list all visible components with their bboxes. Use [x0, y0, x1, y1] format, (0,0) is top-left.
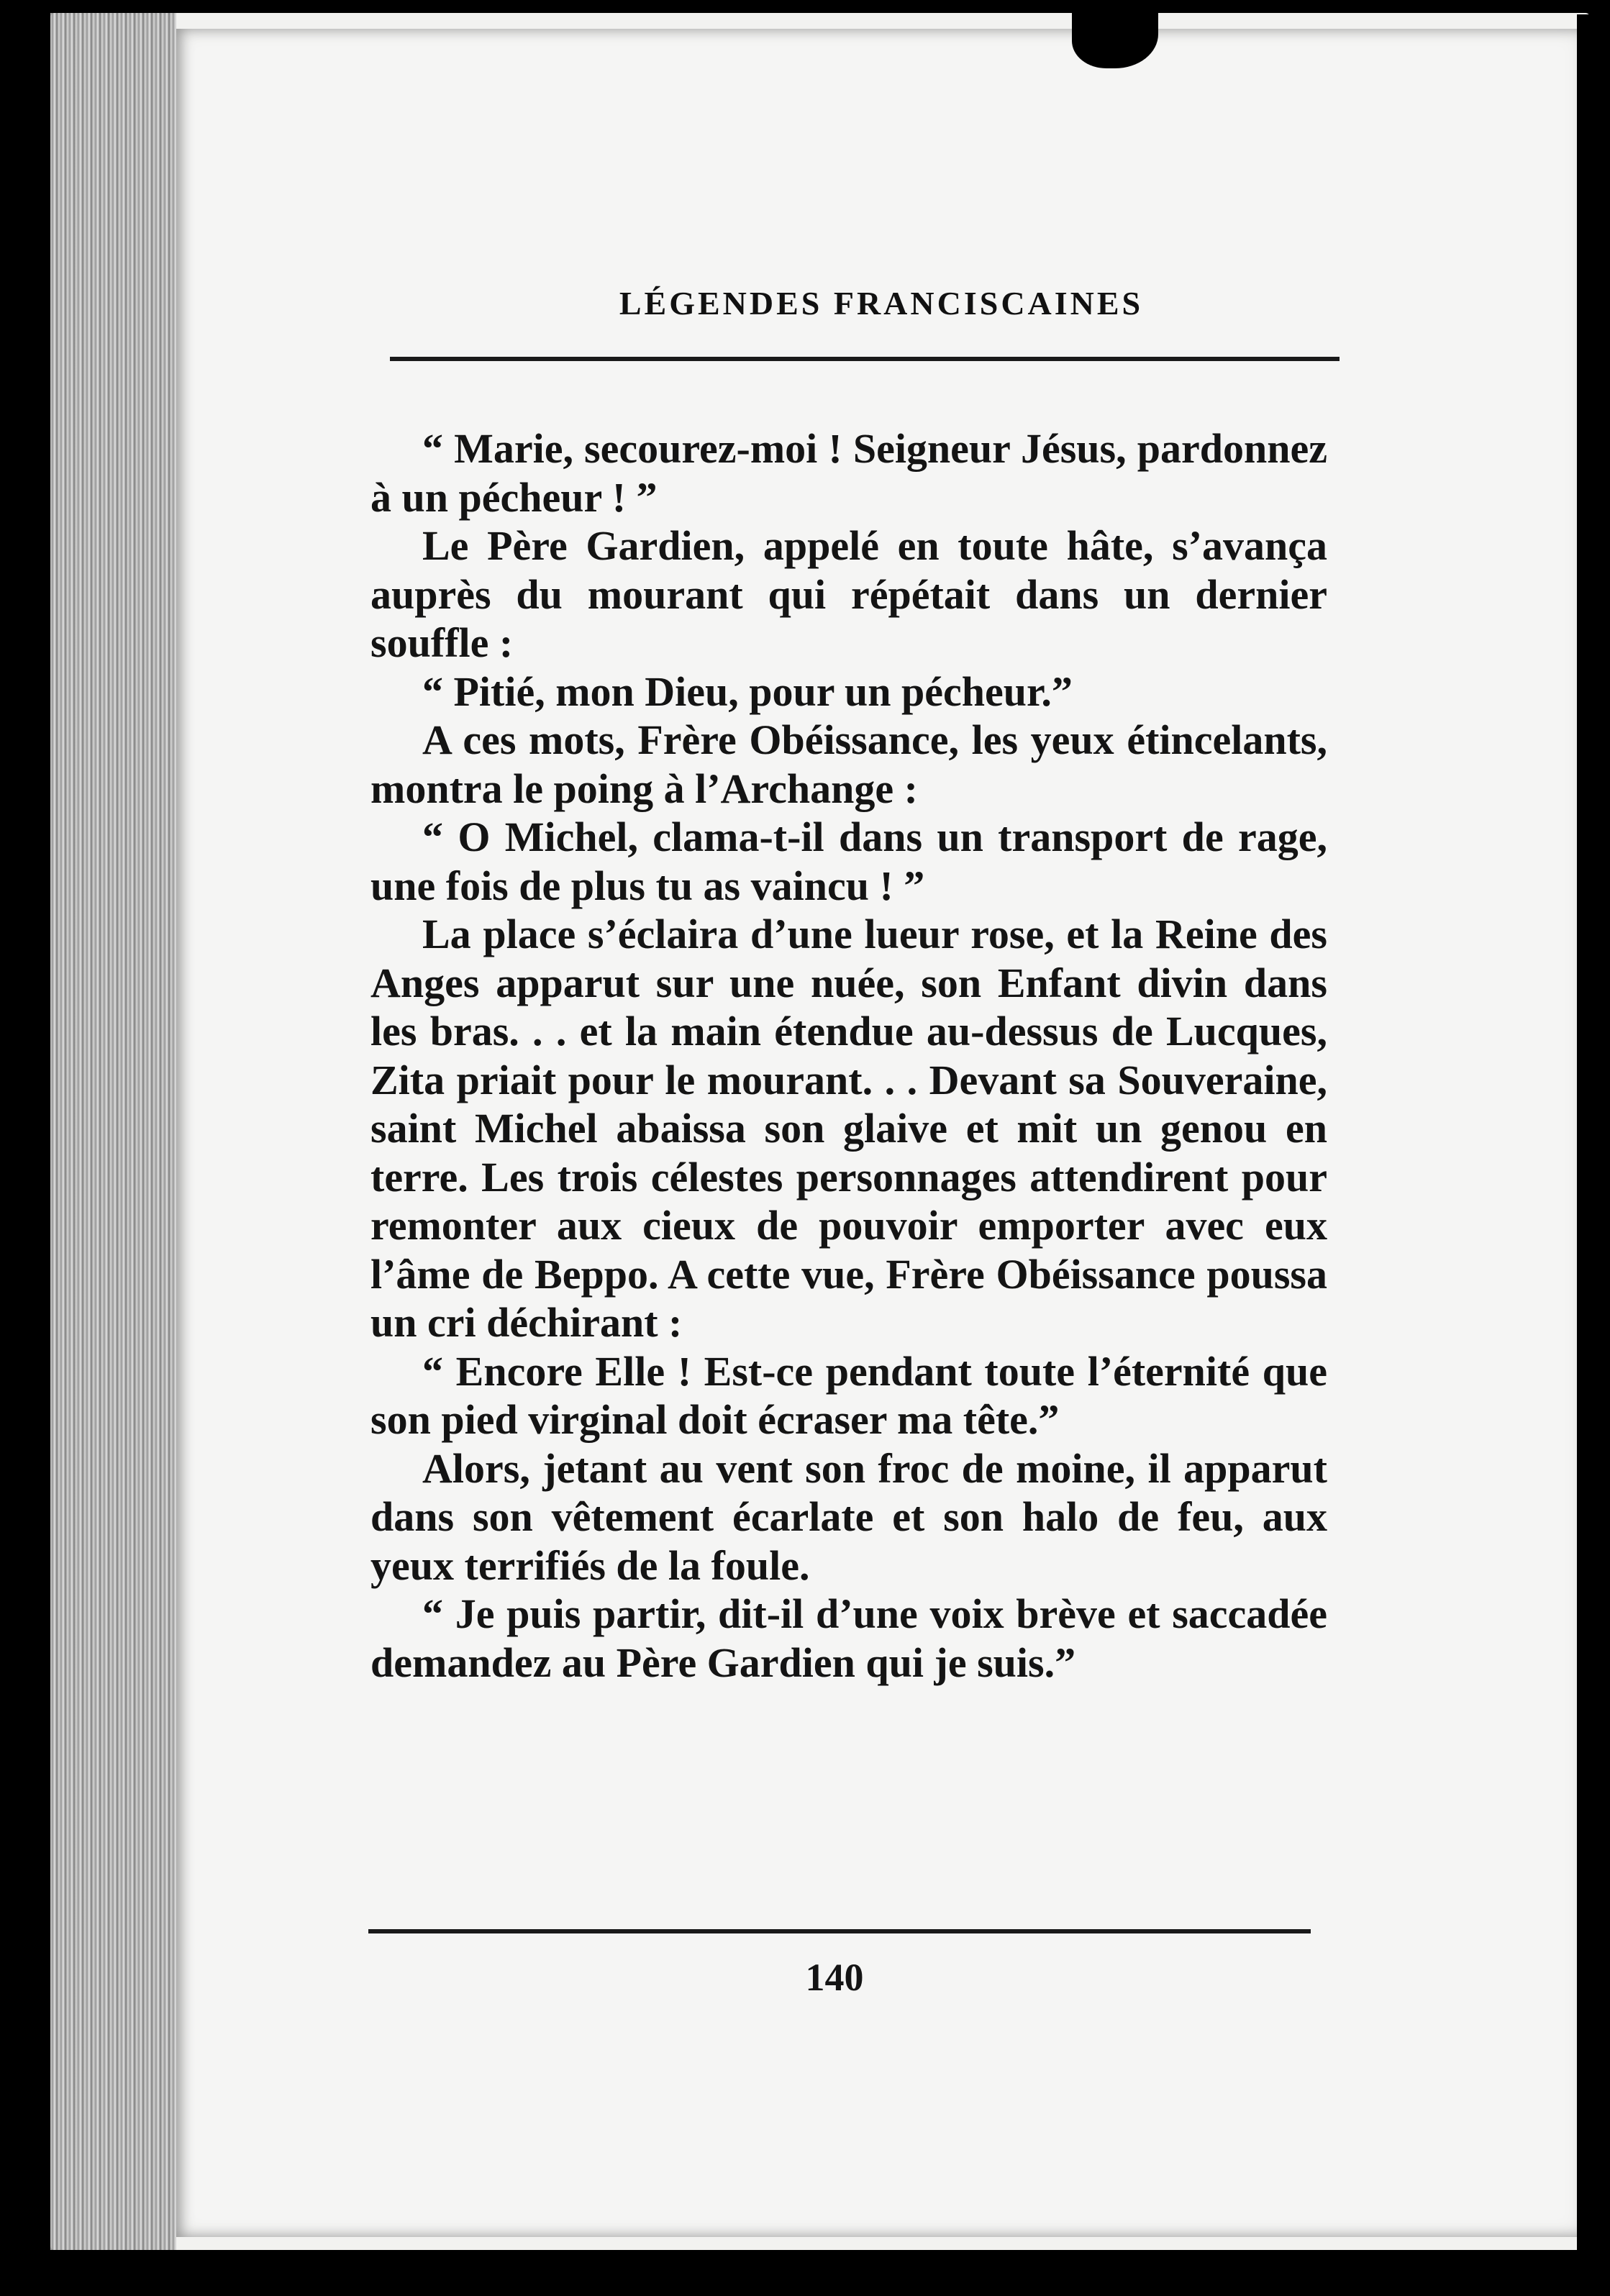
paragraph: Alors, jetant au vent son froc de moine, il apparut dans son vêtement écarlate et son halo de feu, aux yeux terrifiés de la foule.	[370, 1444, 1327, 1589]
body-text	[370, 424, 1327, 1687]
scan-border	[1577, 14, 1610, 2296]
paragraph: La place s’éclaira d’une lueur rose, et la Reine des Anges apparut sur une nuée, son Enfant divin dans les bras. . . et la main étendue au-dessus de Lucques, Zita priait pour le mourant. . . Devant sa Souveraine, saint Michel abaissa son glaive et mit un genou en terre. Les trois célestes personnages attendirent pour remonter aux cieux de pouvoir emporter avec eux l’âme de Beppo. A cette vue, Frère Obéissance poussa un cri déchirant :	[370, 911, 1327, 1346]
page-number: 140	[805, 1956, 864, 1999]
paragraph: “ Pitié, mon Dieu, pour un pécheur.”	[422, 668, 1073, 715]
paragraph: “ O Michel, clama-t-il dans un transport de rage, une fois de plus tu as vaincu ! ”	[370, 814, 1327, 909]
paragraph: A ces mots, Frère Obéissance, les yeux étincelants, montra le poing à l’Archange :	[370, 716, 1327, 812]
paragraph: “ Encore Elle ! Est-ce pendant toute l’éternité que son pied virginal doit écraser ma tête.”	[370, 1347, 1327, 1443]
torn-corner	[1072, 0, 1158, 68]
header-rule	[390, 357, 1340, 361]
paragraph: Le Père Gardien, appelé en toute hâte, s’avança auprès du mourant qui répétait dans un dernier souffle :	[370, 522, 1327, 666]
paragraph: “ Je puis partir, dit-il d’une voix brève et saccadée demandez au Père Gardien qui je suis.”	[370, 1590, 1327, 1686]
running-head: LÉGENDES FRANCISCAINES	[619, 285, 1144, 322]
paragraph: “ Marie, secourez-moi ! Seigneur Jésus, pardonnez à un pécheur ! ”	[370, 425, 1327, 521]
page-edges	[50, 13, 176, 2250]
footer-rule	[368, 1929, 1311, 1933]
